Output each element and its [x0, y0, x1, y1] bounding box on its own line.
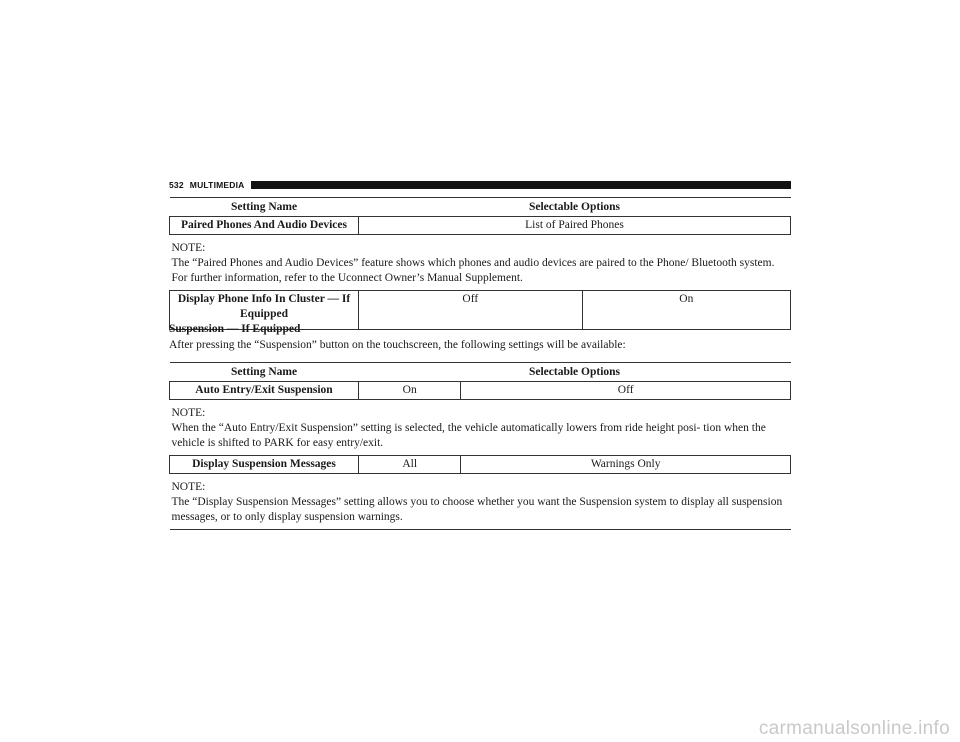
note-row	[170, 400, 791, 456]
setting-name-paired-phones: Paired Phones And Audio Devices	[170, 217, 359, 235]
column-header-setting-name: Setting Name	[170, 198, 359, 217]
column-header-setting-name: Setting Name	[170, 363, 359, 382]
table-header-row	[170, 198, 791, 217]
section-name: MULTIMEDIA	[189, 180, 245, 190]
setting-name-auto-entry-exit: Auto Entry/Exit Suspension	[170, 382, 359, 400]
option-list-of-paired-phones: List of Paired Phones	[359, 217, 791, 235]
column-header-selectable-options: Selectable Options	[359, 363, 791, 382]
note-text: The “Paired Phones and Audio Devices” feature shows which phones and audio devices are paired to the Phone/ Bluetooth system. For further information, refer to the Uconnect Owner’s Manual Supplement.	[171, 257, 775, 284]
section-heading-suspension: Suspension — If Equipped	[169, 323, 301, 335]
note-display-suspension-messages	[170, 474, 791, 530]
note-label: NOTE:	[171, 407, 206, 419]
option-on: On	[582, 291, 790, 330]
option-off: Off	[359, 291, 583, 330]
option-on: On	[359, 382, 461, 400]
watermark: carmanualsonline.info	[758, 718, 950, 739]
table-row	[170, 456, 791, 474]
phone-settings-table	[169, 197, 791, 330]
setting-name-display-suspension-messages: Display Suspension Messages	[170, 456, 359, 474]
column-header-selectable-options: Selectable Options	[359, 198, 791, 217]
page-header	[169, 178, 791, 192]
option-off: Off	[461, 382, 791, 400]
page-number: 532	[169, 180, 184, 190]
table-row	[170, 382, 791, 400]
option-all: All	[359, 456, 461, 474]
note-label: NOTE:	[171, 481, 206, 493]
setting-name-display-phone-info: Display Phone Info In Cluster — If Equipped	[170, 291, 359, 330]
section-intro-suspension: After pressing the “Suspension” button on the touchscreen, the following settings will be available:	[169, 339, 626, 351]
note-text: When the “Auto Entry/Exit Suspension” setting is selected, the vehicle automatically lowers from ride height posi- tion when the vehicle is shifted to PARK for easy entry/exit.	[171, 422, 766, 449]
header-rule	[251, 181, 791, 189]
note-row	[170, 235, 791, 291]
option-warnings-only: Warnings Only	[461, 456, 791, 474]
table-row	[170, 217, 791, 235]
table-header-row	[170, 363, 791, 382]
note-text: The “Display Suspension Messages” setting allows you to choose whether you want the Suspension system to display all suspension messages, or to only display suspension warnings.	[171, 496, 783, 523]
suspension-settings-table	[169, 362, 791, 530]
note-auto-entry-exit	[170, 400, 791, 456]
note-paired-phones	[170, 235, 791, 291]
note-label: NOTE:	[171, 242, 206, 254]
note-row	[170, 474, 791, 530]
